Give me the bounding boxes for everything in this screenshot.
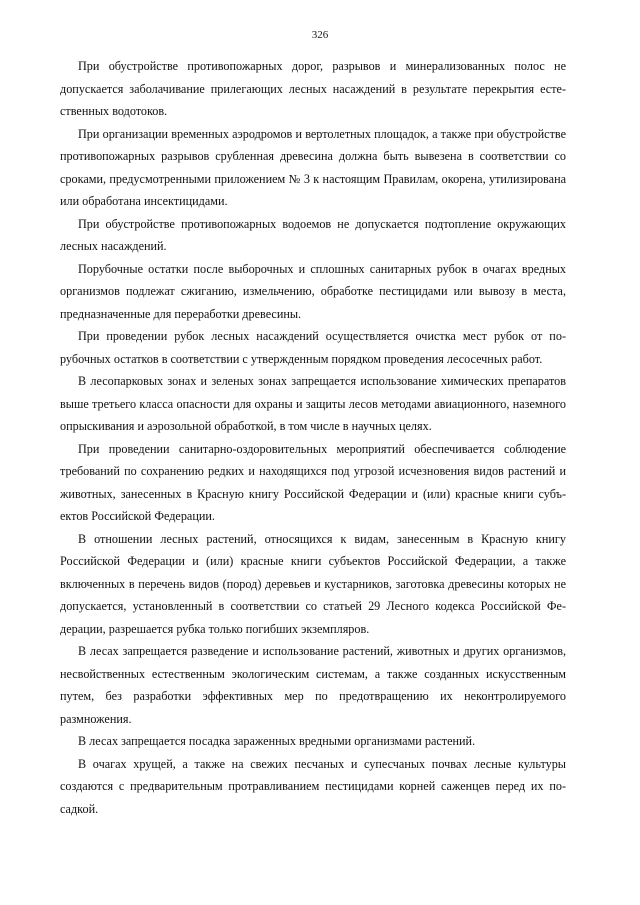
paragraph: При проведении санитарно-оздоровительных мероприятий обеспечивается соблюдение требований по сохранению редких и находящихся под угрозой исчезновения видов растений и животных, занесенных в Красную книгу Российской Федерации и (или) красные книги субъектов Российской Федерации. <box>60 441 566 523</box>
paragraph: Порубочные остатки после выборочных и сплошных санитарных рубок в очагах вредных организмов подлежат сжиганию, измельчению, обработке пестицидами или вывозу в места, предназначенные для переработки древесины. <box>60 261 566 321</box>
paragraph: При организации временных аэродромов и вертолетных площадок, а также при обустройстве противопожарных разрывов срубленная древесина должна быть вывезена в соответствии со сроками, предусмотренными приложением № 3 к настоящим Правилам, окорена, утилизирована или обработана инсектицидами. <box>60 126 566 208</box>
paragraph: При обустройстве противопожарных дорог, разрывов и минерализованных полос не допускается заболачивание прилегающих лесных насаждений в результате перекрытия естественных водотоков. <box>60 59 566 118</box>
paragraph: В лесах запрещается посадка зараженных вредными организмами растений. <box>78 734 476 748</box>
paragraph: При проведении рубок лесных насаждений осуществляется очистка мест рубок от порубочных остатков в соответствии с утвержденным порядком проведения лесосечных работ. <box>60 329 566 366</box>
document-body <box>60 55 566 820</box>
paragraph: В лесах запрещается разведение и использование растений, животных и других организмов, несвойственных естественным экологическим системам, а также созданных искусственным путем, без разработки эффективных мер по предотвращению их неконтролируемого размножения. <box>60 644 566 726</box>
page-number: 326 <box>311 29 329 41</box>
paragraph: При обустройстве противопожарных водоемов не допускается подтопление окружающих лесных насаждений. <box>60 216 566 253</box>
paragraph: В очагах хрущей, а также на свежих песчаных и супесчаных почвах лесные культуры создаются с предварительным протравливанием пестицидами корней саженцев перед их посадкой. <box>60 756 566 816</box>
paragraph: В лесопарковых зонах и зеленых зонах запрещается использование химических препаратов выше третьего класса опасности для охраны и защиты лесов методами авиационного, наземного опрыскивания и аэрозольной обработкой, в том числе в научных целях. <box>60 374 566 433</box>
paragraph: В отношении лесных растений, относящихся к видам, занесенным в Красную книгу Российской Федерации и (или) красные книги субъектов Российской Федерации, а также включенных в перечень видов (пород) деревьев и кустарников, заготовка древесины которых не допускается, установленный в соответствии со статьей 29 Лесного кодекса Российской Федерации, разрешается рубка только погибших экземпляров. <box>60 531 566 636</box>
